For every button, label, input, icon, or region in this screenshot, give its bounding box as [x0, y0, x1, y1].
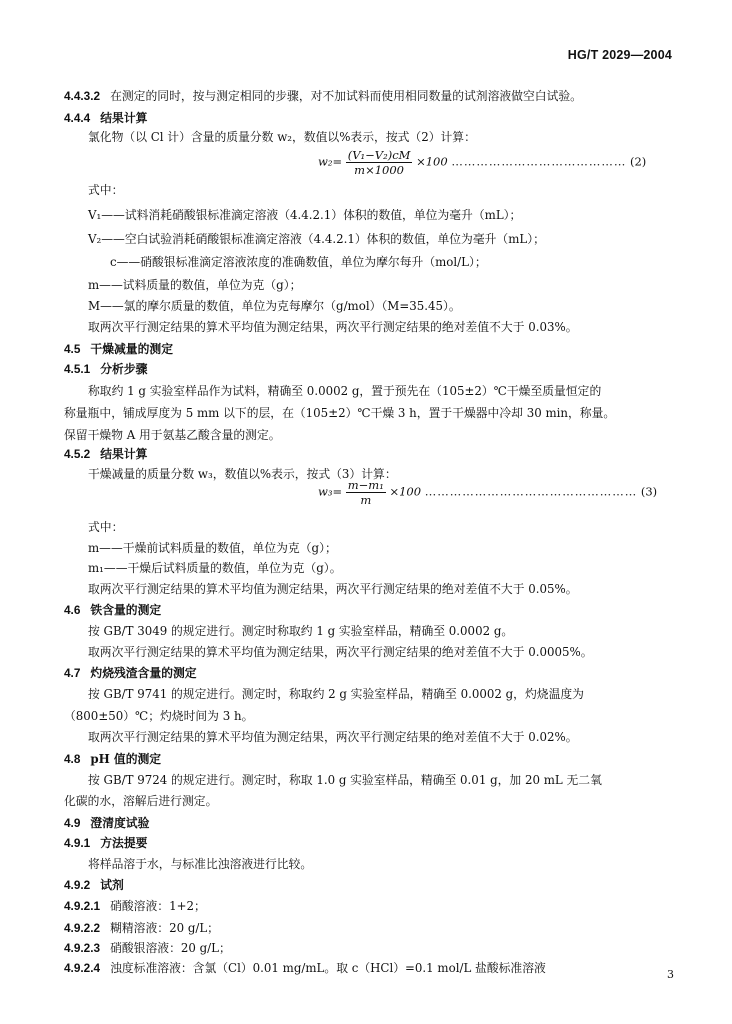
formula-2: w₂= $\frac{\text{(V₁−V₂)cM}}{m\times 1000}$ ×100 …………………………………… (2): [318, 148, 647, 177]
section-number: 4.9.1: [64, 836, 91, 850]
text-line: [64, 960, 546, 976]
text-line: [64, 877, 124, 893]
section-number: 4.9.2.3: [64, 941, 101, 955]
text-line: [64, 88, 582, 104]
line-text: m——干燥前试料质量的数值，单位为克（g）；: [88, 541, 337, 555]
line-text: 结果计算: [100, 447, 148, 461]
line-text: 按 GB/T 9724 的规定进行。测定时，称取 1.0 g 实验室样品，精确至 0.01 g，加 20 mL 无二氧: [88, 773, 602, 787]
text-line: [64, 361, 147, 377]
text-line: [88, 383, 601, 399]
text-line: [64, 835, 147, 851]
text-line: [64, 815, 149, 831]
line-text: 取两次平行测定结果的算术平均值为测定结果，两次平行测定结果的绝对差值不大于 0.0005%。: [88, 645, 593, 659]
formula-3-numerator: m−m₁: [347, 478, 384, 492]
text-line: [64, 405, 615, 421]
section-number: 4.5: [64, 342, 81, 356]
text-line: [88, 298, 461, 314]
line-text: V₂——空白试验消耗硝酸银标准滴定溶液（4.4.2.1）体积的数值，单位为毫升（mL）；: [88, 232, 545, 246]
line-text: 铁含量的测定: [90, 603, 162, 617]
text-line: [88, 129, 476, 145]
line-text: 硝酸溶液：1+2；: [110, 899, 206, 913]
section-number: 4.8: [64, 752, 81, 766]
formula-2-numerator: (V₁−V₂)cM: [347, 148, 411, 162]
formula-3: w₃= $\frac{\text{m−m₁}}{m}$ ×100 …………………………………………… (3): [318, 478, 658, 507]
line-text: 糊精溶液：20 g/L；: [110, 921, 219, 935]
formula-2-denominator: m×1000: [354, 163, 404, 177]
text-line: [64, 341, 173, 357]
line-text: 干燥减量的质量分数 w₃，数值以%表示，按式（3）计算：: [88, 467, 397, 481]
text-line: [110, 254, 487, 270]
line-text: 式中：: [88, 183, 124, 197]
text-line: [64, 793, 217, 809]
line-text: 保留干燥物 A 用于氨基乙酸含量的测定。: [64, 428, 281, 442]
section-number: 4.9.2.2: [64, 921, 101, 935]
line-text: 氯化物（以 Cl 计）含量的质量分数 w₂，数值以%表示，按式（2）计算：: [88, 130, 476, 144]
line-text: 取两次平行测定结果的算术平均值为测定结果，两次平行测定结果的绝对差值不大于 0.03%。: [88, 320, 578, 334]
line-text: 称取约 1 g 实验室样品作为试料，精确至 0.0002 g，置于预先在（105±2）℃干燥至质量恒定的: [88, 384, 602, 398]
section-number: 4.9: [64, 816, 81, 830]
text-line: [64, 708, 253, 724]
text-line: [88, 207, 521, 223]
line-text: pH 值的测定: [90, 752, 162, 766]
text-line: [64, 898, 206, 914]
text-line: [88, 519, 123, 535]
line-text: 按 GB/T 3049 的规定进行。测定时称取约 1 g 实验室样品，精确至 0.0002 g。: [88, 624, 514, 638]
text-line: [64, 751, 161, 767]
section-number: 4.9.2.4: [64, 961, 101, 975]
section-number: 4.5.2: [64, 447, 91, 461]
formula-3-denominator: m: [360, 493, 372, 507]
text-line: [88, 772, 602, 788]
line-text: M——氯的摩尔质量的数值，单位为克每摩尔（g/mol）（M=35.45）。: [88, 299, 461, 313]
line-text: 取两次平行测定结果的算术平均值为测定结果，两次平行测定结果的绝对差值不大于 0.02%。: [88, 730, 578, 744]
line-text: 分析步骤: [100, 362, 148, 376]
section-number: 4.4.3.2: [64, 89, 101, 103]
line-text: 按 GB/T 9741 的规定进行。测定时，称取约 2 g 实验室样品，精确至 0.0002 g，灼烧温度为: [88, 687, 584, 701]
text-line: [88, 540, 337, 556]
text-line: [88, 623, 513, 639]
line-text: V₁——试料消耗硝酸银标准滴定溶液（4.4.2.1）体积的数值，单位为毫升（mL）；: [88, 208, 522, 222]
line-text: 澄清度试验: [90, 816, 150, 830]
text-line: [88, 319, 578, 335]
section-number: 4.6: [64, 603, 81, 617]
line-text: 称量瓶中，铺成厚度为 5 mm 以下的层，在（105±2）℃干燥 3 h，置于干燥器中冷却 30 min，称量。: [64, 406, 616, 420]
text-line: [88, 182, 123, 198]
text-line: [88, 856, 312, 872]
line-text: （800±50）℃；灼烧时间为 3 h。: [64, 709, 254, 723]
text-line: [64, 665, 197, 681]
text-line: [88, 729, 578, 745]
text-line: [64, 940, 231, 956]
section-number: 4.7: [64, 666, 81, 680]
line-text: 干燥减量的测定: [90, 342, 173, 356]
line-text: 灼烧残渣含量的测定: [90, 666, 197, 680]
text-line: [88, 581, 578, 597]
line-text: 结果计算: [100, 111, 148, 125]
line-text: 硝酸银溶液：20 g/L；: [110, 941, 231, 955]
text-line: [88, 231, 545, 247]
line-text: 方法提要: [100, 836, 148, 850]
line-text: 式中：: [88, 520, 124, 534]
section-number: 4.5.1: [64, 362, 91, 376]
text-line: [64, 602, 161, 618]
text-line: [88, 277, 301, 293]
section-number: 4.9.2.1: [64, 899, 101, 913]
text-line: [64, 920, 219, 936]
line-text: 将样品溶于水，与标准比浊溶液进行比较。: [88, 857, 313, 871]
line-text: 取两次平行测定结果的算术平均值为测定结果，两次平行测定结果的绝对差值不大于 0.05%。: [88, 582, 578, 596]
formula-2-label: (2): [629, 154, 647, 169]
formula-3-label: (3): [640, 484, 658, 499]
line-text: m——试料质量的数值，单位为克（g）；: [88, 278, 302, 292]
text-line: [88, 560, 342, 576]
text-line: [64, 427, 281, 443]
line-text: 试剂: [100, 878, 124, 892]
text-line: [88, 686, 584, 702]
section-number: 4.4.4: [64, 111, 91, 125]
section-number: 4.9.2: [64, 878, 91, 892]
text-line: [64, 110, 147, 126]
line-text: m₁——干燥后试料质量的数值，单位为克（g）。: [88, 561, 342, 575]
page-number: 3: [667, 968, 674, 981]
line-text: 在测定的同时，按与测定相同的步骤，对不加试料而使用相同数量的试剂溶液做空白试验。: [110, 89, 582, 103]
text-line: [88, 644, 593, 660]
standard-number: HG/T 2029—2004: [567, 48, 672, 62]
line-text: 化碳的水，溶解后进行测定。: [64, 794, 218, 808]
text-line: [64, 446, 147, 462]
line-text: 浊度标准溶液：含氯（Cl）0.01 mg/mL。取 c（HCl）=0.1 mol/L 盐酸标准溶液: [110, 961, 546, 975]
line-text: c——硝酸银标准滴定溶液浓度的准确数值，单位为摩尔每升（mol/L）；: [110, 255, 487, 269]
